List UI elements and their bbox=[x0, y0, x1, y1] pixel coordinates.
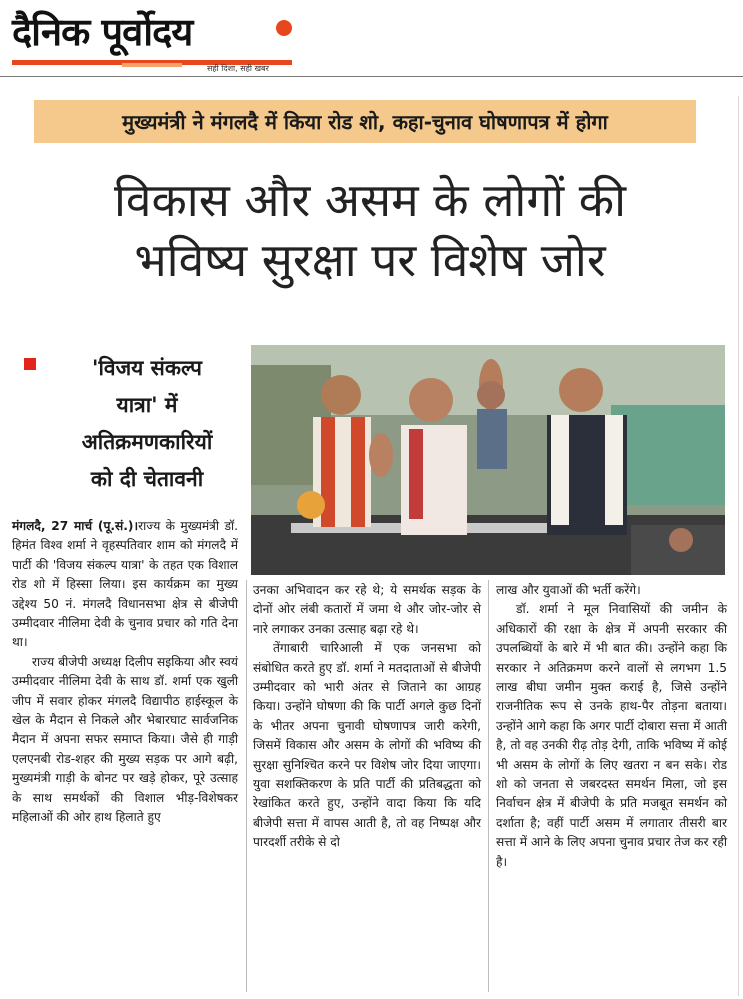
subheading-line-3: अतिक्रमणकारियों bbox=[81, 430, 213, 454]
page-edge-divider bbox=[738, 96, 739, 996]
kicker-text: मुख्यमंत्री ने मंगलदै में किया रोड शो, कहा-चुनाव घोषणापत्र में होगा bbox=[122, 110, 608, 134]
roadshow-photo bbox=[251, 345, 725, 575]
masthead-logo-dot-icon bbox=[276, 20, 292, 36]
dateline: मंगलदै, 27 मार्च (पू.सं.)। bbox=[12, 519, 139, 533]
masthead-title: दैनिक पूर्वोदय bbox=[12, 9, 193, 54]
article-paragraph: राज्य बीजेपी अध्यक्ष दिलीप सइकिया और स्वयं उम्मीदवार नीलिमा देवी के साथ डॉ. शर्मा एक खुली जीप में सवार होकर मंगलदै विद्यापीठ हाईस्कूल के खेल के मैदान से निकले और भेबारघाट सार्वजनिक मैदान में अपना सफर समाप्त किया। जैसे ही गाड़ी एलएनबी रोड-शहर की मुख्य सड़क पर आगे बढ़ी, मुख्यमंत्री गाड़ी के बोनट पर खड़े होकर, पूरे उत्साह के साथ समर्थकों की विशाल भीड़-विशेषकर महिलाओं की ओर हाथ हिलाते हुए bbox=[12, 654, 238, 825]
article-text: राज्य के मुख्यमंत्री डॉ. हिमंत विश्व शर्मा ने वृहस्पतिवार शाम को मंगलदै में पार्टी की 'विजय संकल्प यात्रा' के तहत एक विशाल रोड शो में हिस्सा लिया। इस कार्यक्रम का मुख्य उद्देश्य 50 नं. मंगलदै विधानसभा क्षेत्र से बीजेपी उम्मीदवार नीलिमा देवी के चुनाव प्रचार को गति देना था। bbox=[12, 519, 238, 650]
article-column-2 bbox=[253, 581, 481, 853]
article-column-1 bbox=[12, 517, 238, 828]
article-paragraph bbox=[12, 517, 238, 653]
subheading-line-1: 'विजय संकल्प bbox=[92, 356, 202, 380]
article-paragraph: उनका अभिवादन कर रहे थे; ये समर्थक सड़क के दोनों ओर लंबी कतारों में जमा थे और जोर-जोर से नारे लगाकर उनका उत्साह बढ़ा रहे थे। bbox=[253, 583, 481, 636]
bullet-square-icon bbox=[24, 358, 36, 370]
article-paragraph: डॉ. शर्मा ने मूल निवासियों की जमीन के अधिकारों की रक्षा के क्षेत्र में अपनी सरकार की उपलब्धियों के बारे में भी बात की। उन्होंने कहा कि सरकार ने अतिक्रमण करने वालों से लगभग 1.5 लाख बीघा जमीन मुक्त कराई है, जिसे उन्होंने राजनीतिक रूप से उनके हाथ-पैर तोड़ना बताया। उन्होंने आगे कहा कि अगर पार्टी दोबारा सत्ता में आती है, तो वह उनकी रीढ़ तोड़ देगी, ताकि भविष्य में कोई भी असम के लोगों के लिए खतरा न बन सके। रोड शो को जनता से जबरदस्त समर्थन मिला, जो इस निर्वाचन क्षेत्र में बीजेपी के प्रति मजबूत समर्थन को दर्शाता है; वहीं पार्टी असम में लगातार तीसरी बार सत्ता में आने के लिए अपना चुनाव प्रचार तेज कर रही है। bbox=[496, 602, 727, 869]
masthead-strip bbox=[122, 63, 182, 67]
header-divider bbox=[0, 76, 743, 77]
roadshow-photo-illustration bbox=[251, 345, 725, 575]
masthead-tagline: सही दिशा, सही खबर bbox=[207, 64, 269, 73]
article-paragraph: लाख और युवाओं की भर्ती करेंगे। bbox=[496, 583, 641, 597]
subheading-text bbox=[42, 350, 252, 498]
article-paragraph: तेंगाबारी चारिआली में एक जनसभा को संबोधित करते हुए डॉ. शर्मा ने मतदाताओं से बीजेपी उम्मीदवार को भारी अंतर से जिताने का आग्रह किया। उन्होंने घोषणा की कि पार्टी अगले कुछ दिनों के भीतर अपना चुनावी घोषणापत्र जारी करेगी, जिसमें विकास और असम के लोगों की भविष्य की सुरक्षा सुनिश्चित करने पर विशेष जोर दिया जाएगा। युवा सशक्तिकरण के प्रति पार्टी की प्रतिबद्धता को रेखांकित करते हुए, उन्होंने वादा किया कि यदि बीजेपी सत्ता में वापस आती है, तो वह निष्पक्ष और पारदर्शी तरीके से दो bbox=[253, 641, 481, 850]
headline bbox=[20, 170, 720, 290]
subheading-line-4: को दी चेतावनी bbox=[90, 467, 204, 491]
article-column-3 bbox=[496, 581, 727, 872]
headline-line-1: विकास और असम के लोगों की bbox=[113, 173, 627, 227]
subheading-line-2: यात्रा' में bbox=[116, 393, 178, 417]
column-divider bbox=[246, 580, 247, 992]
column-divider bbox=[488, 580, 489, 992]
masthead bbox=[12, 8, 312, 76]
headline-line-2: भविष्य सुरक्षा पर विशेष जोर bbox=[134, 233, 606, 287]
kicker-banner bbox=[34, 100, 696, 143]
